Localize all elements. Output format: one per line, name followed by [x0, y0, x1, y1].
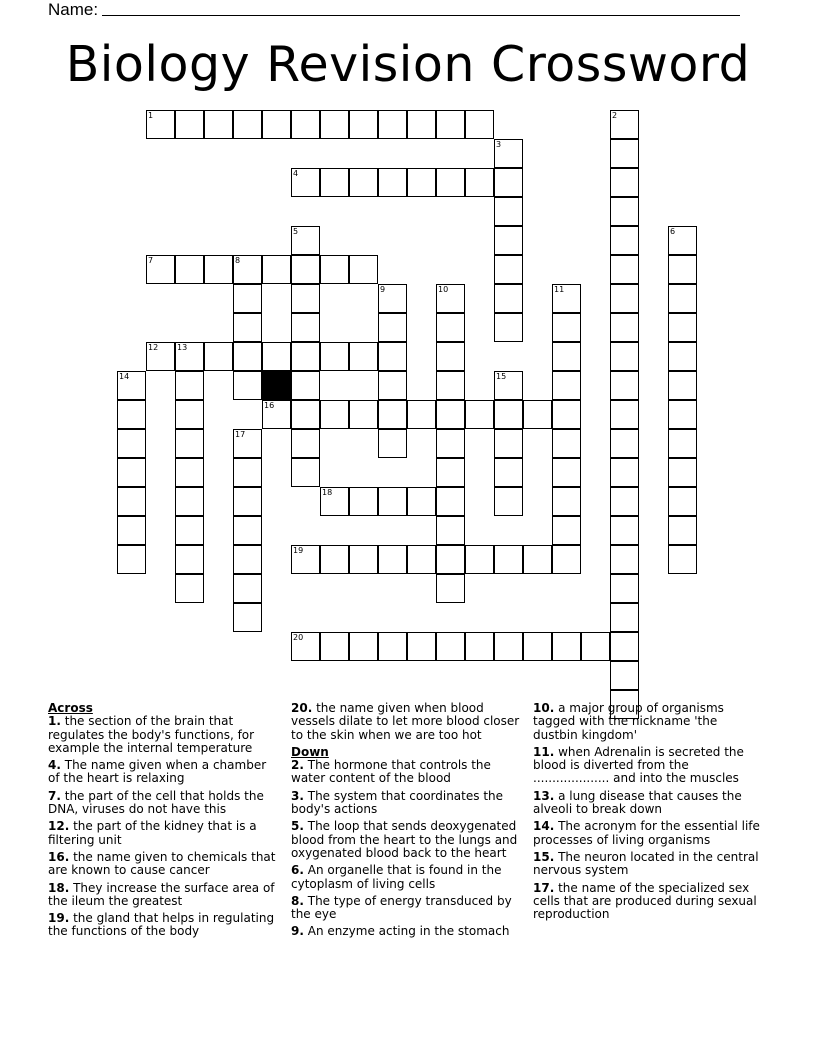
- clue-down-9: 9. An enzyme acting in the stomach: [291, 924, 510, 939]
- grid-cell[interactable]: [291, 371, 320, 400]
- grid-cell[interactable]: [552, 400, 581, 429]
- grid-cell[interactable]: [378, 313, 407, 342]
- grid-cell[interactable]: [494, 429, 523, 458]
- grid-cell[interactable]: [407, 545, 436, 574]
- grid-cell[interactable]: [117, 487, 146, 516]
- grid-cell[interactable]: [233, 371, 262, 400]
- grid-cell[interactable]: [233, 110, 262, 139]
- grid-cell[interactable]: [552, 487, 581, 516]
- grid-cell[interactable]: [610, 110, 639, 139]
- grid-cell[interactable]: [668, 400, 697, 429]
- grid-cell[interactable]: [407, 632, 436, 661]
- clue-down-15: 15. The neuron located in the central nervous system: [533, 849, 759, 878]
- grid-cell[interactable]: [175, 255, 204, 284]
- grid-cell[interactable]: [668, 226, 697, 255]
- clue-down-3: 3. The system that coordinates the body's actions: [291, 788, 504, 817]
- grid-cell[interactable]: [465, 632, 494, 661]
- clue-number: 19: [293, 546, 304, 555]
- grid-cell[interactable]: [291, 632, 320, 661]
- grid-cell[interactable]: [436, 168, 465, 197]
- grid-cell[interactable]: [291, 168, 320, 197]
- grid-cell[interactable]: [552, 342, 581, 371]
- clue-across-16: 16. the name given to chemicals that are known to cause cancer: [48, 849, 276, 878]
- grid-cell[interactable]: [291, 255, 320, 284]
- grid-cell[interactable]: [436, 516, 465, 545]
- grid-cell[interactable]: [494, 632, 523, 661]
- grid-cell[interactable]: [407, 400, 436, 429]
- name-label: Name:: [48, 0, 99, 19]
- grid-cell[interactable]: [378, 168, 407, 197]
- grid-cell[interactable]: [320, 632, 349, 661]
- grid-cell[interactable]: [320, 168, 349, 197]
- grid-cell[interactable]: [668, 429, 697, 458]
- clue-number: 8: [235, 256, 241, 265]
- grid-cell[interactable]: [233, 313, 262, 342]
- clue-number: 20: [293, 633, 304, 642]
- grid-cell[interactable]: [436, 313, 465, 342]
- grid-cell[interactable]: [494, 284, 523, 313]
- grid-cell[interactable]: [610, 197, 639, 226]
- clue-number: 9: [380, 285, 386, 294]
- grid-cell[interactable]: [668, 342, 697, 371]
- grid-cell[interactable]: [378, 487, 407, 516]
- clue-column-2: [291, 702, 523, 943]
- grid-cell[interactable]: [494, 168, 523, 197]
- grid-cell[interactable]: [552, 429, 581, 458]
- grid-cell[interactable]: [523, 632, 552, 661]
- grid-cell[interactable]: [233, 458, 262, 487]
- clue-number: 11: [554, 285, 565, 294]
- grid-cell[interactable]: [233, 487, 262, 516]
- grid-cell[interactable]: [668, 458, 697, 487]
- grid-cell[interactable]: [291, 342, 320, 371]
- clue-down-17: 17. the name of the specialized sex cells that are produced during sexual reproduction: [533, 880, 757, 922]
- clue-number: 15: [496, 372, 507, 381]
- grid-cell[interactable]: [552, 545, 581, 574]
- down-heading: Down: [291, 744, 329, 759]
- clue-column-3: [533, 702, 765, 925]
- grid-cell[interactable]: [320, 110, 349, 139]
- grid-cell[interactable]: [494, 226, 523, 255]
- grid-cell[interactable]: [117, 545, 146, 574]
- clue-down-6: 6. An organelle that is found in the cytoplasm of living cells: [291, 863, 502, 891]
- clue-down-2: 2. The hormone that controls the water content of the blood: [291, 758, 491, 786]
- grid-cell[interactable]: [117, 400, 146, 429]
- grid-cell[interactable]: [349, 342, 378, 371]
- grid-cell[interactable]: [523, 545, 552, 574]
- grid-cell[interactable]: [117, 516, 146, 545]
- grid-cell[interactable]: [291, 284, 320, 313]
- grid-cell[interactable]: [233, 255, 262, 284]
- grid-cell[interactable]: [378, 284, 407, 313]
- grid-cell[interactable]: [610, 371, 639, 400]
- grid-cell[interactable]: [175, 110, 204, 139]
- grid-cell[interactable]: [233, 284, 262, 313]
- grid-cell[interactable]: [349, 255, 378, 284]
- clue-number: 4: [293, 169, 299, 178]
- grid-cell[interactable]: [552, 371, 581, 400]
- grid-cell[interactable]: [465, 545, 494, 574]
- grid-cell[interactable]: [436, 284, 465, 313]
- grid-cell[interactable]: [233, 545, 262, 574]
- grid-cell[interactable]: [146, 110, 175, 139]
- grid-cell[interactable]: [262, 400, 291, 429]
- grid-cell[interactable]: [146, 342, 175, 371]
- grid-cell[interactable]: [668, 516, 697, 545]
- grid-cell[interactable]: [262, 255, 291, 284]
- clue-across-7: 7. the part of the cell that holds the DNA, viruses do not have this: [48, 788, 264, 817]
- grid-cell[interactable]: [175, 342, 204, 371]
- grid-cell[interactable]: [349, 632, 378, 661]
- grid-cell[interactable]: [610, 516, 639, 545]
- clue-down-11: 11. when Adrenalin is secreted the blood is diverted from the .................... and into the muscles: [533, 744, 744, 786]
- clue-number: 5: [293, 227, 299, 236]
- grid-cell[interactable]: [407, 487, 436, 516]
- grid-cell[interactable]: [610, 661, 639, 690]
- clue-across-12: 12. the part of the kidney that is a filtering unit: [48, 819, 257, 847]
- clue-down-5: 5. The loop that sends deoxygenated blood from the heart to the lungs and oxygenated blood back to the heart: [291, 819, 518, 860]
- grid-cell[interactable]: [291, 429, 320, 458]
- grid-cell[interactable]: [436, 632, 465, 661]
- grid-cell[interactable]: [668, 487, 697, 516]
- clue-number: 18: [322, 488, 333, 497]
- clue-number: 12: [148, 343, 159, 352]
- grid-cell[interactable]: [610, 603, 639, 632]
- grid-cell[interactable]: [436, 400, 465, 429]
- clue-number: 1: [148, 111, 154, 120]
- grid-cell[interactable]: [668, 545, 697, 574]
- across-heading: Across: [48, 701, 93, 715]
- grid-cell[interactable]: [494, 458, 523, 487]
- clue-down-13: 13. a lung disease that causes the alveoli to break down: [533, 788, 742, 817]
- grid-cell[interactable]: [610, 487, 639, 516]
- clue-number: 7: [148, 256, 154, 265]
- grid-cell[interactable]: [436, 487, 465, 516]
- grid-cell[interactable]: [146, 255, 175, 284]
- grid-cell[interactable]: [407, 110, 436, 139]
- clue-number: 16: [264, 401, 275, 410]
- grid-cell[interactable]: [175, 429, 204, 458]
- grid-cell[interactable]: [494, 545, 523, 574]
- clue-number: 17: [235, 430, 246, 439]
- grid-cell[interactable]: [552, 284, 581, 313]
- grid-cell[interactable]: [610, 458, 639, 487]
- grid-cell[interactable]: [378, 371, 407, 400]
- grid-cell[interactable]: [233, 516, 262, 545]
- grid-cell[interactable]: [581, 632, 610, 661]
- grid-cell[interactable]: [349, 168, 378, 197]
- grid-cell[interactable]: [175, 516, 204, 545]
- clue-number: 13: [177, 343, 188, 352]
- grid-cell[interactable]: [610, 400, 639, 429]
- clue-across-19: 19. the gland that helps in regulating the functions of the body: [48, 911, 275, 939]
- grid-cell[interactable]: [175, 574, 204, 603]
- grid-cell[interactable]: [523, 400, 552, 429]
- grid-cell[interactable]: [610, 255, 639, 284]
- clue-column-1: [48, 702, 280, 943]
- grid-cell[interactable]: [175, 545, 204, 574]
- grid-cell[interactable]: [610, 226, 639, 255]
- grid-cell[interactable]: [233, 429, 262, 458]
- grid-cell[interactable]: [117, 429, 146, 458]
- grid-cell[interactable]: [378, 632, 407, 661]
- grid-cell[interactable]: [291, 226, 320, 255]
- grid-cell[interactable]: [436, 458, 465, 487]
- clue-number: 6: [670, 227, 676, 236]
- grid-cell[interactable]: [610, 313, 639, 342]
- clue-across-4: 4. The name given when a chamber of the heart is relaxing: [48, 758, 267, 786]
- grid-cell[interactable]: [668, 371, 697, 400]
- clue-across-1: 1. the section of the brain that regulates the body's functions, for example the internal temperature: [48, 714, 255, 755]
- clue-down-14: 14. The acronym for the essential life processes of living organisms: [533, 819, 760, 847]
- grid-cell[interactable]: [233, 574, 262, 603]
- clue-down-8: 8. The type of energy transduced by the eye: [291, 893, 512, 922]
- grid-cell[interactable]: [610, 632, 639, 661]
- grid-cell[interactable]: [436, 545, 465, 574]
- grid-cell[interactable]: [320, 400, 349, 429]
- grid-cell[interactable]: [233, 342, 262, 371]
- grid-cell[interactable]: [320, 255, 349, 284]
- grid-cell[interactable]: [436, 429, 465, 458]
- grid-cell[interactable]: [494, 400, 523, 429]
- grid-cell[interactable]: [117, 458, 146, 487]
- grid-cell[interactable]: [349, 545, 378, 574]
- grid-cell[interactable]: [204, 342, 233, 371]
- grid-cell[interactable]: [291, 313, 320, 342]
- grid-cell[interactable]: [378, 400, 407, 429]
- grid-cell[interactable]: [610, 342, 639, 371]
- grid-cell[interactable]: [610, 168, 639, 197]
- grid-cell[interactable]: [175, 400, 204, 429]
- grid-cell[interactable]: [204, 110, 233, 139]
- grid-cell[interactable]: [291, 545, 320, 574]
- name-field[interactable]: [102, 15, 740, 16]
- grid-cell[interactable]: [436, 371, 465, 400]
- grid-cell[interactable]: [494, 313, 523, 342]
- grid-cell[interactable]: [378, 110, 407, 139]
- grid-cell[interactable]: [291, 110, 320, 139]
- grid-cell[interactable]: [465, 400, 494, 429]
- grid-cell[interactable]: [378, 429, 407, 458]
- grid-cell[interactable]: [349, 487, 378, 516]
- grid-cell[interactable]: [436, 342, 465, 371]
- grid-cell[interactable]: [175, 458, 204, 487]
- clue-number: 3: [496, 140, 502, 149]
- clue-across-18: 18. They increase the surface area of the ileum the greatest: [48, 880, 275, 908]
- grid-cell[interactable]: [494, 487, 523, 516]
- grid-cell[interactable]: [262, 110, 291, 139]
- grid-cell[interactable]: [610, 429, 639, 458]
- grid-cell[interactable]: [320, 487, 349, 516]
- clue-number: 2: [612, 111, 618, 120]
- clue-down-10: 10. a major group of organisms tagged with the nickname 'the dustbin kingdom': [533, 701, 724, 742]
- grid-cell[interactable]: [465, 110, 494, 139]
- page-title: Biology Revision Crossword: [65, 36, 751, 93]
- clue-number: 10: [438, 285, 449, 294]
- grid-cell[interactable]: [494, 371, 523, 400]
- grid-cell[interactable]: [320, 545, 349, 574]
- grid-cell[interactable]: [291, 458, 320, 487]
- grid-cell[interactable]: [552, 313, 581, 342]
- grid-cell[interactable]: [610, 545, 639, 574]
- grid-block: [262, 371, 291, 400]
- grid-cell[interactable]: [378, 545, 407, 574]
- grid-cell[interactable]: [494, 197, 523, 226]
- grid-cell[interactable]: [552, 632, 581, 661]
- grid-cell[interactable]: [494, 139, 523, 168]
- grid-cell[interactable]: [610, 574, 639, 603]
- grid-cell[interactable]: [407, 168, 436, 197]
- grid-cell[interactable]: [668, 313, 697, 342]
- grid-cell[interactable]: [233, 603, 262, 632]
- grid-cell[interactable]: [552, 516, 581, 545]
- grid-cell[interactable]: [378, 342, 407, 371]
- clue-number: 14: [119, 372, 130, 381]
- grid-cell[interactable]: [175, 487, 204, 516]
- grid-cell[interactable]: [436, 574, 465, 603]
- grid-cell[interactable]: [320, 342, 349, 371]
- grid-cell[interactable]: [436, 110, 465, 139]
- grid-cell[interactable]: [552, 458, 581, 487]
- grid-cell[interactable]: [610, 284, 639, 313]
- grid-cell[interactable]: [291, 400, 320, 429]
- grid-cell[interactable]: [349, 400, 378, 429]
- grid-cell[interactable]: [349, 110, 378, 139]
- grid-cell[interactable]: [175, 371, 204, 400]
- grid-cell[interactable]: [117, 371, 146, 400]
- grid-cell[interactable]: [494, 255, 523, 284]
- grid-cell[interactable]: [465, 168, 494, 197]
- grid-cell[interactable]: [668, 284, 697, 313]
- grid-cell[interactable]: [262, 342, 291, 371]
- grid-cell[interactable]: [668, 255, 697, 284]
- clue-across-20: 20. the name given when blood vessels dilate to let more blood closer to the skin when we are too hot: [291, 701, 520, 742]
- grid-cell[interactable]: [610, 139, 639, 168]
- grid-cell[interactable]: [204, 255, 233, 284]
